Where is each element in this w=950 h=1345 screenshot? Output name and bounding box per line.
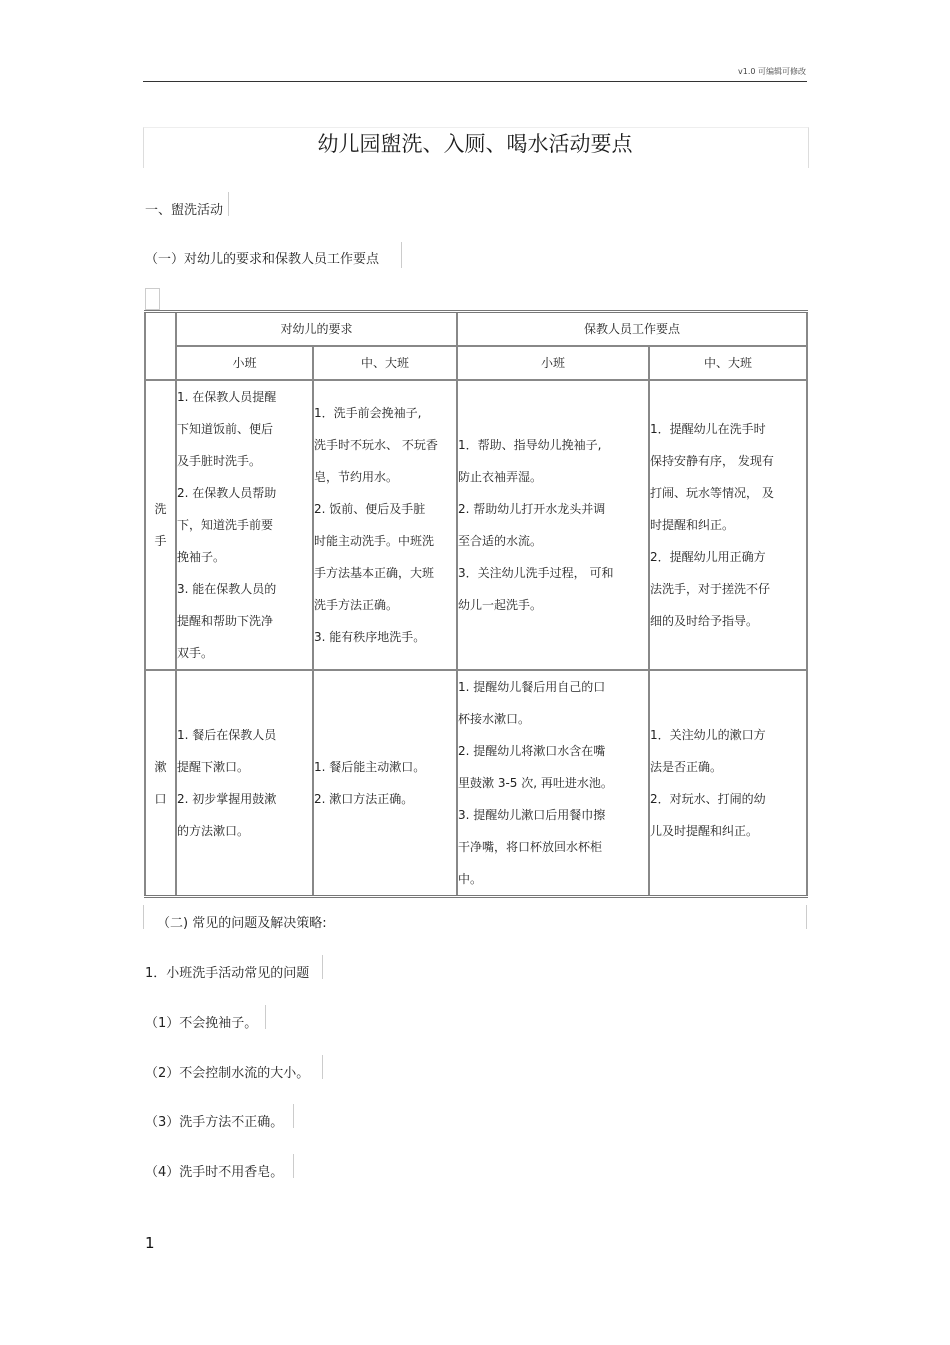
cell-line: 保持安静有序， 发现有 bbox=[650, 454, 774, 468]
cell-line: 提醒下漱口。 bbox=[177, 760, 250, 774]
cell-line: 2．提醒幼儿用正确方 bbox=[650, 550, 766, 564]
table-row-handwashing bbox=[145, 380, 807, 670]
cell-line: 双手。 bbox=[177, 646, 214, 660]
col-header-mid-large: 中、大班 bbox=[313, 346, 457, 380]
problem-heading: 1．小班洗手活动常见的问题 bbox=[145, 966, 310, 981]
cell-line: 1. 餐后在保教人员 bbox=[177, 728, 277, 742]
problem-item: （4）洗手时不用香皂。 bbox=[145, 1165, 284, 1180]
row-label-mouthrinse: 漱 口 bbox=[145, 670, 176, 897]
cell-line: 洗手时不玩水、 不玩香 bbox=[314, 438, 438, 452]
group-header-child: 对幼儿的要求 bbox=[176, 312, 457, 347]
cell-line: 里鼓漱 3-5 次, 再吐进水池。 bbox=[458, 776, 613, 790]
table-row-mouthrinse bbox=[145, 670, 807, 897]
text-cursor-mark bbox=[806, 905, 807, 929]
col-header-mid-large: 中、大班 bbox=[649, 346, 807, 380]
problem-item: （1）不会挽袖子。 bbox=[145, 1016, 258, 1031]
cell-line: 下知道饭前、便后 bbox=[177, 422, 274, 436]
cell-line: 儿及时提醒和纠正。 bbox=[650, 824, 759, 838]
text-cursor-mark bbox=[293, 1104, 294, 1128]
cell-line: 时能主动洗手。中班洗 bbox=[314, 534, 435, 548]
header-note: v1.0 可编辑可修改 bbox=[738, 67, 806, 76]
cell-child-mid bbox=[313, 670, 457, 897]
cell-line: 1. 餐后能主动漱口。 bbox=[314, 760, 426, 774]
cell-line: 2. 在保教人员帮助 bbox=[177, 486, 277, 500]
cell-line: 皂，节约用水。 bbox=[314, 470, 399, 484]
cell-line: 至合适的水流。 bbox=[458, 534, 543, 548]
cell-line: 2. 提醒幼儿将漱口水含在嘴 bbox=[458, 744, 606, 758]
cell-line: 3. 能有秩序地洗手。 bbox=[314, 630, 426, 644]
header-rule bbox=[143, 81, 807, 82]
text-cursor-mark bbox=[228, 192, 229, 216]
cell-line: 2．对玩水、打闹的幼 bbox=[650, 792, 766, 806]
cell-line: 法洗手，对于搓洗不仔 bbox=[650, 582, 771, 596]
cell-line: 挽袖子。 bbox=[177, 550, 226, 564]
cell-line: 3. 提醒幼儿漱口后用餐巾擦 bbox=[458, 808, 606, 822]
cell-line: 手方法基本正确，大班 bbox=[314, 566, 435, 580]
subsection-heading-1: （一）对幼儿的要求和保教人员工作要点 bbox=[145, 252, 380, 267]
cell-line: 1．提醒幼儿在洗手时 bbox=[650, 422, 766, 436]
cell-line: 1．帮助、指导幼儿挽袖子, bbox=[458, 438, 602, 452]
cell-line: 3．关注幼儿洗手过程， 可和 bbox=[458, 566, 614, 580]
cell-line: 1．关注幼儿的漱口方 bbox=[650, 728, 766, 742]
text-cursor-mark bbox=[143, 905, 144, 929]
cell-line: 下，知道洗手前要 bbox=[177, 518, 274, 532]
table-anchor-box bbox=[145, 288, 160, 310]
cell-line: 打闹、玩水等情况， 及 bbox=[650, 486, 774, 500]
text-cursor-mark bbox=[293, 1154, 294, 1178]
cell-staff-small bbox=[457, 380, 649, 670]
subsection-heading-2: （二) 常见的问题及解决策略: bbox=[157, 916, 327, 931]
cell-line: 法是否正确。 bbox=[650, 760, 723, 774]
problem-item: （2）不会控制水流的大小。 bbox=[145, 1066, 310, 1081]
cell-staff-mid bbox=[649, 670, 807, 897]
cell-child-mid bbox=[313, 380, 457, 670]
text-cursor-mark bbox=[401, 242, 402, 268]
requirements-table bbox=[144, 310, 808, 898]
cell-child-small bbox=[176, 670, 313, 897]
page-number: 1 bbox=[145, 1234, 155, 1252]
cell-line: 3. 能在保教人员的 bbox=[177, 582, 277, 596]
cell-line: 防止衣袖弄湿。 bbox=[458, 470, 543, 484]
row-label-handwashing: 洗 手 bbox=[145, 380, 176, 670]
group-header-staff: 保教人员工作要点 bbox=[457, 312, 807, 347]
table-corner-cell bbox=[145, 312, 176, 381]
col-header-small: 小班 bbox=[176, 346, 313, 380]
text-cursor-mark bbox=[265, 1005, 266, 1029]
cell-line: 1. 提醒幼儿餐后用自己的口 bbox=[458, 680, 606, 694]
cell-staff-small bbox=[457, 670, 649, 897]
cell-line: 干净嘴，将口杯放回水杯柜 bbox=[458, 840, 603, 854]
cell-line: 杯接水漱口。 bbox=[458, 712, 531, 726]
cell-line: 2. 饭前、便后及手脏 bbox=[314, 502, 426, 516]
col-header-small: 小班 bbox=[457, 346, 649, 380]
cell-line: 洗手方法正确。 bbox=[314, 598, 399, 612]
cell-staff-mid bbox=[649, 380, 807, 670]
cell-line: 2. 漱口方法正确。 bbox=[314, 792, 414, 806]
cell-line: 提醒和帮助下洗净 bbox=[177, 614, 274, 628]
cell-line: 幼儿一起洗手。 bbox=[458, 598, 543, 612]
cell-line: 的方法漱口。 bbox=[177, 824, 250, 838]
cell-line: 及手脏时洗手。 bbox=[177, 454, 262, 468]
section-heading-1: 一、盥洗活动 bbox=[145, 203, 224, 218]
problem-item: （3）洗手方法不正确。 bbox=[145, 1115, 284, 1130]
text-cursor-mark bbox=[322, 955, 323, 979]
cell-line: 细的及时给予指导。 bbox=[650, 614, 759, 628]
cell-line: 1. 在保教人员提醒 bbox=[177, 390, 277, 404]
page-title: 幼儿园盥洗、入厕、喝水活动要点 bbox=[317, 132, 633, 156]
cell-line: 2. 初步掌握用鼓漱 bbox=[177, 792, 277, 806]
cell-line: 1．洗手前会挽袖子, bbox=[314, 406, 422, 420]
cell-line: 时提醒和纠正。 bbox=[650, 518, 735, 532]
text-cursor-mark bbox=[322, 1055, 323, 1079]
cell-line: 中。 bbox=[458, 872, 483, 886]
cell-child-small bbox=[176, 380, 313, 670]
cell-line: 2. 帮助幼儿打开水龙头并调 bbox=[458, 502, 606, 516]
